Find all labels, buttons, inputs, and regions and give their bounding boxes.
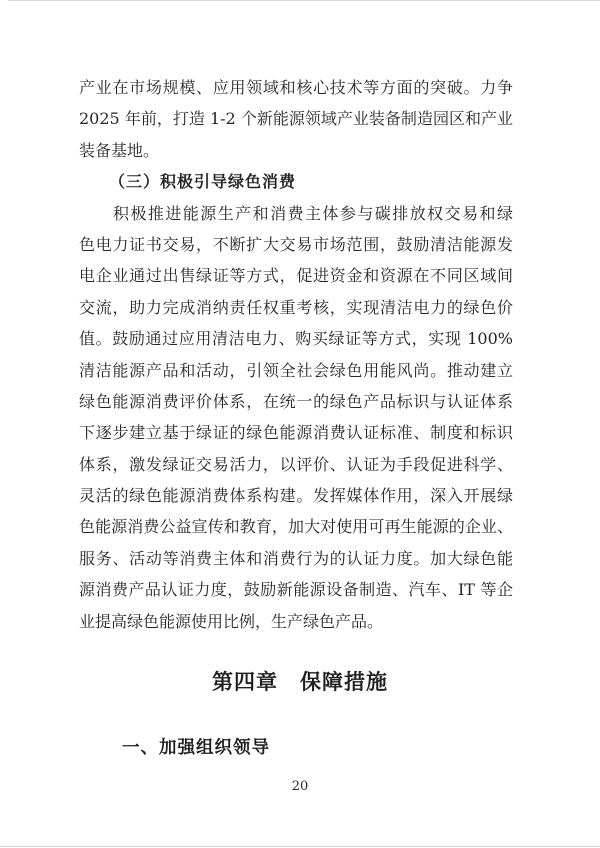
- body-line: 绿色能源消费评价体系，在统一的绿色产品标识与认证体系: [79, 391, 513, 411]
- page-bottom-edge: [0, 846, 600, 847]
- body-line: 清洁能源产品和活动，引领全社会绿色用能风尚。推动建立: [79, 360, 513, 380]
- body-line: 源消费产品认证力度，鼓励新能源设备制造、汽车、IT 等企: [79, 580, 513, 600]
- page-top-edge: [8, 0, 600, 1]
- body-line: 业提高绿色能源使用比例，生产绿色产品。: [79, 611, 384, 631]
- body-line: 色能源消费公益宣传和教育，加大对使用可再生能源的企业、: [79, 517, 513, 537]
- body-line: 色电力证书交易，不断扩大交易市场范围，鼓励清洁能源发: [79, 234, 513, 254]
- body-line: 体系，激发绿证交易活力，以评价、认证为手段促进科学、: [79, 454, 513, 474]
- body-text-block: [79, 72, 513, 637]
- body-line: 交流，助力完成消纳责任权重考核，实现清洁电力的绿色价: [79, 297, 513, 317]
- section-heading: 一、加强组织领导: [122, 738, 270, 758]
- page-number: 20: [291, 779, 309, 794]
- body-line: 2025 年前，打造 1-2 个新能源领域产业装备制造园区和产业: [79, 109, 513, 129]
- body-line: 值。鼓励通过应用清洁电力、购买绿证等方式，实现 100%: [79, 329, 513, 349]
- body-line: 产业在市场规模、应用领域和核心技术等方面的突破。力争: [79, 78, 513, 97]
- body-line: 服务、活动等消费主体和消费行为的认证力度。加大绿色能: [79, 548, 513, 568]
- subsection-heading: （三）积极引导绿色消费: [109, 172, 297, 192]
- body-line: 装备基地。: [79, 140, 160, 160]
- body-line: 下逐步建立基于绿证的绿色能源消费认证标准、制度和标识: [79, 423, 513, 443]
- body-line: 积极推进能源生产和消费主体参与碳排放权交易和绿: [113, 203, 513, 223]
- chapter-heading: 第四章 保障措施: [212, 670, 388, 694]
- body-line: 电企业通过出售绿证等方式，促进资金和资源在不同区域间: [79, 266, 513, 286]
- body-line: 灵活的绿色能源消费体系构建。发挥媒体作用，深入开展绿: [79, 486, 513, 506]
